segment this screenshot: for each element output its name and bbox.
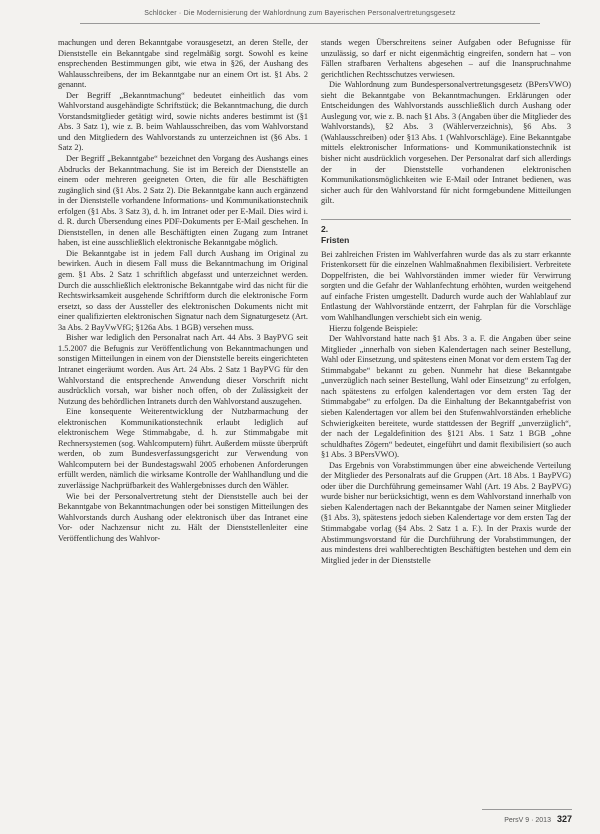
section-heading — [321, 219, 571, 246]
header-rule — [80, 23, 540, 24]
paragraph: Das Ergebnis von Vorabstimmungen über eine abweichende Verteilung der Mitglieder des Personalrats auf die Gruppen (Art. 18 Abs. 1 BayPVG) oder über die Durchführung gemeinsamer Wahl (Art. 19 Abs. 2 BayPVG) wurde bisher nur berücksichtigt, wenn es dem Wahlvorstand innerhalb von sieben Kalendertagen nach der Bekanntgabe der Namen seiner Mitglieder (§1 Abs. 3), spätestens jedoch sieben Kalendertage vor dem ersten Tag der Stimmabgabe vorlag (§4 Abs. 2 Satz 1 a. F.). In der Praxis wurde der Abstimmungsvorstand für die Durchführung der Vorabstimmungen, der aus mindestens drei wahlberechtigten Beschäftigten bestehen und dem ein Mitglied jeder in der Dienststelle — [321, 460, 571, 565]
paragraph: Die Bekanntgabe ist in jedem Fall durch Aushang im Original zu bewirken. Auch in diesem Fall muss die Bekanntmachung im Original gem. §1 Abs. 2 Satz 1 schriftlich abgefasst und unterzeichnet werden. Durch die ausschließlich elektronische Bekanntgabe wird das nicht für die Rechtswirksamkeit ausgehende Schriftform durch die elektronische Form ersetzt, so dass der Aussteller des elektronischen Dokuments nicht mit einer qualifizierten elektronischen Signatur nach dem Signaturgesetz (Art. 3a Abs. 2 BayVwVfG; §126a Abs. 1 BGB) versehen muss. — [58, 248, 308, 332]
section-number: 2. — [321, 223, 329, 234]
paragraph: Hierzu folgende Beispiele: — [329, 323, 418, 333]
issue-label: PersV 9 · 2013 — [504, 817, 551, 824]
paragraph: machungen und deren Bekanntgabe vorausgesetzt, an deren Stelle, der Dienststelle ein Bekanntgabe sind regelmäßig sorgt. Sowohl es keine ensprechenden Bestimmungen gibt, wie etwa in §26, der Aushang des Wahlausschreibens, der im Bekanntgabe nur an einem Ort ist. §1 Abs. 2 genannt. — [58, 38, 308, 90]
paragraph: Der Begriff „Bekanntmachung“ bedeutet einheitlich das vom Wahlvorstand ausgehändigte Schriftstück; die Bekanntmachung, die durch Vorstandsmitglieder getätigt wird, sowie nichts anderes bestimmt ist (§1 Abs. 3 Satz 1), wie z. B. beim Wahlausschreiben, das vom Wahlvorstand und den Mitgliedern des Wahlvorstands zu unterzeichnen ist (§6 Abs. 1 Satz 2). — [58, 90, 308, 153]
right-column — [321, 38, 571, 566]
footer-rule — [482, 809, 572, 810]
left-column — [58, 38, 308, 544]
page-number: 327 — [556, 814, 572, 824]
section-title: Fristen — [321, 234, 350, 245]
paragraph: stands wegen Überschreitens seiner Aufgaben oder Befugnisse für unzulässig, so darf er nicht eigenmächtig eingreifen, sondern hat – von Fällen strafbaren Verhaltens abgesehen – auf die Inanspruchnahme gerichtlichen Rechtsschutzes verwiesen. — [321, 38, 571, 79]
paragraph: Bisher war lediglich den Personalrat nach Art. 44 Abs. 3 BayPVG seit 1.5.2007 die Befugnis zur Veröffentlichung von Bekanntmachungen und sonstigen Mitteilungen in einem von der Dienststelle bereits eingerichteten Intranet eingeräumt worden. Aus Art. 24 Abs. 2 Satz 1 BayPVG für den Wahlvorstand die entsprechende Anwendung dieser Vorschrift nicht ausdrücklich vorsah, war bisher noch offen, ob der Zulässigkeit der Nutzung des behördlichen Intranets durch den Wahlvorstand auszugehen. — [58, 333, 308, 406]
paragraph: Bei zahlreichen Fristen im Wahlverfahren wurde das als zu starr erkannte Fristenkorsett für die einzelnen Wahlmaßnahmen flexibilisiert. Verbreitete Doppelfristen, die bei Wahlvorständen immer wieder für Verwirrung sorgten und die Gefahr der Wahlanfechtung erhöhten, wurden weitgehend auf einfache Fristen umgestellt. Dadurch wurde auch der Wahlablauf zur Entlastung der Wahlvorstände entzerrt, der Fahrplan für die Vorschläge vom Wahlhandlungen verschiebt sich ein wenig. — [321, 249, 571, 323]
page-footer — [504, 814, 572, 824]
paragraph: Die Wahlordnung zum Bundespersonalvertretungsgesetz (BPersVWO) sieht die Bekanntgabe von Bekanntmachungen. Erklärungen oder Entscheidungen des Wahlvorstands ausschließlich durch Aushang oder Auslegung vor, wie z. B. nach §1 Abs. 3 (Angaben über die Mitglieder des Wahlvorstands), §2 Abs. 3 (Wählerverzeichnis), §6 Abs. 3 (Wahlausschreiben) oder §13 Abs. 1 (Wahlvorschläge). Eine Bekanntgabe mittels elektronischer Informations- und Kommunikationstechnik ist bisher nicht ausdrücklich vorgesehen. Der Personalrat darf sich allerdings der in der Dienststelle vorhandenen elektronischen Kommunikationsmöglichkeiten wie E-Mail oder Intranet bedienen, was sicher auch für den Wahlvorstand für nicht formgebundene Mitteilungen gilt. — [321, 80, 571, 206]
paragraph: Der Wahlvorstand hatte nach §1 Abs. 3 a. F. die Angaben über seine Mitglieder „innerhalb von sieben Kalendertagen nach seiner Bestellung, Wahl oder Einsetzung, und spätestens einen Monat vor dem erstem Tag der Stimmabgabe“ bekannt zu geben. Nunmehr hat diese Bekanntgabe „unverzüglich nach seiner Bestellung, Wahl oder Einsetzung“ zu erfolgen, nach spätestens zu erfolgen kalendertagen vor dem ersten Tag der Stimmabgabe“ zu erfolgen. Da die Einhaltung der Bekanntgabefrist von sieben Kalendertagen vor allem bei den Stufenwahlvorständen erhebliche Schwierigkeiten bereitete, wurde stattdessen der Begriff „unverzüglich“, der nach der Legaldefinition des §121 Abs. 1 Satz 1 BGB „ohne schuldhaftes Zögern“ bedeutet, eingeführt und damit flexibilisiert (so auch §1 Abs. 3 BPersVWO). — [321, 334, 571, 460]
paragraph: Wie bei der Personalvertretung steht der Dienststelle auch bei der Bekanntgabe von Bekanntmachungen oder bei sonstigen Mitteilungen des Wahlvorstands durch Aushang oder elektronisch über das Intranet eine Vor- oder Nachzensur nicht zu. Hält der Dienststellenleiter eine Veröffentlichung des Wahlvor- — [58, 491, 308, 543]
paragraph: Eine konsequente Weiterentwicklung der Nutzbarmachung der elektronischen Kommunikationstechnik erlaubt lediglich auf elektronischem Wege Stimmabgabe, d. h. zur Stimmabgabe mit Rechnersystemen (sog. Wahlcomputern) führt. Außerdem müsste überprüft werden, ob zum Bundesverfassungsgericht zur Verwendung von Wahlcomputern bei der Bundestagswahl 2005 erhobenen Anforderungen erfüllt werden, nämlich die wirksame Kontrolle der Wahlhandlung und die zuverlässige Nachprüfbarkeit des Wahlergebnisses durch den Wähler. — [58, 407, 308, 490]
paragraph: Der Begriff „Bekanntgabe“ bezeichnet den Vorgang des Aushangs eines Abdrucks der Bekanntmachung. Sie ist im Bereich der Dienststelle an einem oder mehreren geeigneten Orten, die für alle Beschäftigten zugänglich sind (§1 Abs. 2 Satz 2). Die Bekanntgabe kann auch ergänzend in der Dienststelle vorhandene Informations- und Kommunikationstechnik erfolgen (§1 Abs. 3 Satz 3), d. h. im Intranet oder per E-Mail. Dies wird i. d. R. durch Übersendung eines PDF-Dokuments per E-Mail geschehen. In Dienststellen, in denen alle Beschäftigten einen Zugang zum Intranet haben, ist eine ausschließlich elektronische Bekanntgabe möglich. — [58, 154, 308, 248]
running-header: Schlöcker · Die Modernisierung der Wahlordnung zum Bayerischen Personalvertretungsgesetz — [144, 10, 456, 17]
